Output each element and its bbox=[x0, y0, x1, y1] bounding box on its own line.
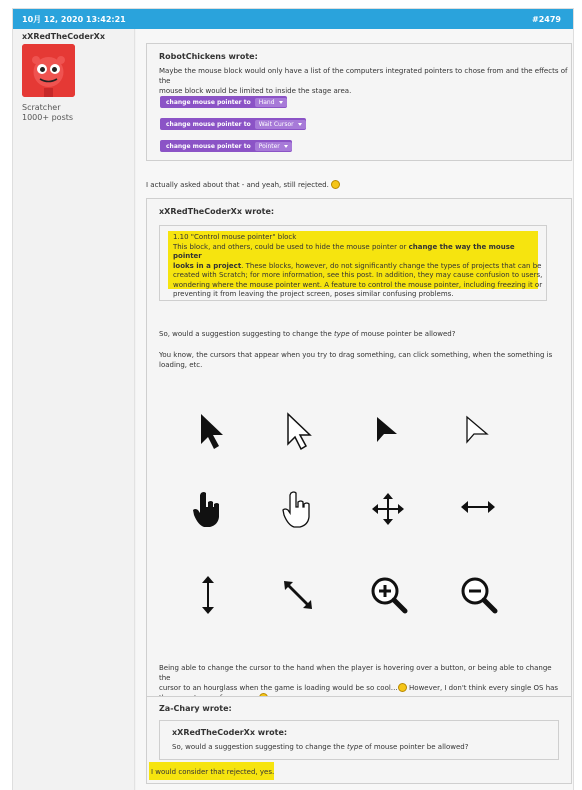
block-dropdown-value: Hand bbox=[258, 98, 275, 106]
quote-paragraph bbox=[159, 350, 559, 370]
smiley-icon bbox=[398, 683, 407, 692]
resize-horizontal-icon bbox=[459, 497, 497, 517]
quote-text: However, I don't think every single OS has bbox=[406, 684, 559, 692]
quote-text: of mouse pointer be allowed? bbox=[349, 330, 456, 338]
post-content bbox=[136, 29, 573, 790]
quote-author: xXRedTheCoderXx wrote: bbox=[172, 728, 288, 737]
quote-author: Za-Chary wrote: bbox=[159, 704, 232, 713]
block-dropdown-value: Pointer bbox=[258, 142, 280, 150]
chevron-down-icon bbox=[298, 123, 302, 126]
hand-outline-icon bbox=[280, 489, 314, 529]
post-timestamp: 10月 12, 2020 13:42:21 bbox=[22, 14, 126, 24]
nested-quote-text bbox=[173, 233, 543, 300]
quote-line: 1.10 "Control mouse pointer" block bbox=[173, 233, 297, 241]
quote-reply-text: I would consider that rejected, yes. bbox=[151, 768, 275, 776]
quote-text-italic: type bbox=[346, 743, 363, 751]
avatar[interactable] bbox=[22, 44, 75, 97]
post-number-link[interactable]: #2479 bbox=[532, 14, 561, 24]
quote-text: cursor to an hourglass when the game is loading would be so cool… bbox=[159, 684, 398, 692]
block-dropdown-value: Wait Cursor bbox=[258, 120, 294, 128]
author-username[interactable]: xXRedTheCoderXx bbox=[22, 32, 106, 41]
quote-text bbox=[159, 66, 569, 96]
reply-text bbox=[146, 180, 340, 190]
author-rank bbox=[22, 103, 73, 123]
quote-line: loading, etc. bbox=[159, 361, 203, 369]
quote-author: xXRedTheCoderXx wrote: bbox=[159, 207, 275, 216]
quote-line: You know, the cursors that appear when you try to drag something, can click something, when the something is bbox=[159, 351, 553, 359]
quote-text-italic: type bbox=[333, 330, 350, 338]
quote-line-text: . These blocks, however, do not significantly change the types of projects that can be bbox=[241, 261, 542, 270]
block-label: change mouse pointer to bbox=[166, 98, 251, 106]
quote-line: wondering where the mouse pointer went. A feature to control the mouse pointer, including freezing it or bbox=[173, 280, 543, 289]
quote-text: of mouse pointer be allowed? bbox=[362, 743, 469, 751]
chevron-down-icon bbox=[284, 145, 288, 148]
reply-text-content: I actually asked about that - and yeah, still rejected. bbox=[146, 181, 329, 189]
quote-robotchickens bbox=[146, 43, 572, 161]
quote-line: created with Scratch; for more information, see this post. In addition, they may cause confusion to users, bbox=[173, 271, 543, 279]
scratch-block bbox=[160, 140, 292, 152]
quote-line bbox=[159, 683, 563, 693]
post-header bbox=[13, 9, 573, 29]
quote-author: RobotChickens wrote: bbox=[159, 52, 258, 61]
quote-line bbox=[173, 262, 543, 272]
quote-line-bold: change the way the mouse pointer bbox=[173, 242, 515, 260]
quote-line-text: This block, and others, could be used to hide the mouse pointer or bbox=[173, 242, 409, 251]
resize-vertical-icon bbox=[200, 574, 216, 616]
quote-line: Being able to change the cursor to the hand when the player is hovering over a button, or being able to change the bbox=[159, 664, 552, 682]
chevron-down-icon bbox=[279, 101, 283, 104]
arrow-outline-small-icon bbox=[462, 414, 492, 444]
block-label: change mouse pointer to bbox=[166, 142, 251, 150]
hand-black-icon bbox=[190, 489, 224, 529]
arrow-black-icon bbox=[195, 412, 231, 452]
scratch-block bbox=[160, 96, 287, 108]
quote-line-bold: looks in a project bbox=[173, 261, 242, 270]
author-panel bbox=[13, 29, 135, 790]
quote-line bbox=[173, 243, 543, 262]
move-icon bbox=[370, 491, 406, 527]
quote-line: mouse block would be limited to inside the stage area. bbox=[159, 87, 352, 95]
arrow-black-small-icon bbox=[372, 414, 402, 444]
arrow-outline-icon bbox=[282, 412, 318, 452]
zoom-in-icon bbox=[369, 575, 409, 615]
nested-quote bbox=[159, 720, 559, 760]
block-dropdown bbox=[255, 98, 287, 107]
quote-xxredthecoderxx bbox=[146, 198, 572, 706]
block-label: change mouse pointer to bbox=[166, 120, 251, 128]
quote-za-chary bbox=[146, 696, 572, 784]
author-rank-title: Scratcher bbox=[22, 103, 61, 112]
smiley-icon bbox=[331, 180, 340, 189]
quote-text: So, would a suggestion suggesting to change the bbox=[172, 743, 347, 751]
block-dropdown bbox=[255, 142, 292, 151]
quote-paragraph bbox=[159, 329, 559, 339]
quote-line: preventing it from leaving the project screen, poses similar confusing problems. bbox=[173, 290, 454, 298]
author-post-count: 1000+ posts bbox=[22, 113, 74, 122]
quote-text: So, would a suggestion suggesting to change the bbox=[159, 330, 334, 338]
nested-quote bbox=[159, 225, 547, 301]
quote-line: Maybe the mouse block would only have a list of the computers integrated pointers to chose from and the effects of the bbox=[159, 67, 568, 85]
resize-diagonal-icon bbox=[282, 579, 314, 611]
forum-post bbox=[12, 8, 574, 790]
nested-quote-text bbox=[172, 742, 552, 752]
zoom-out-icon bbox=[459, 575, 499, 615]
block-dropdown bbox=[255, 120, 306, 129]
scratch-block bbox=[160, 118, 306, 130]
